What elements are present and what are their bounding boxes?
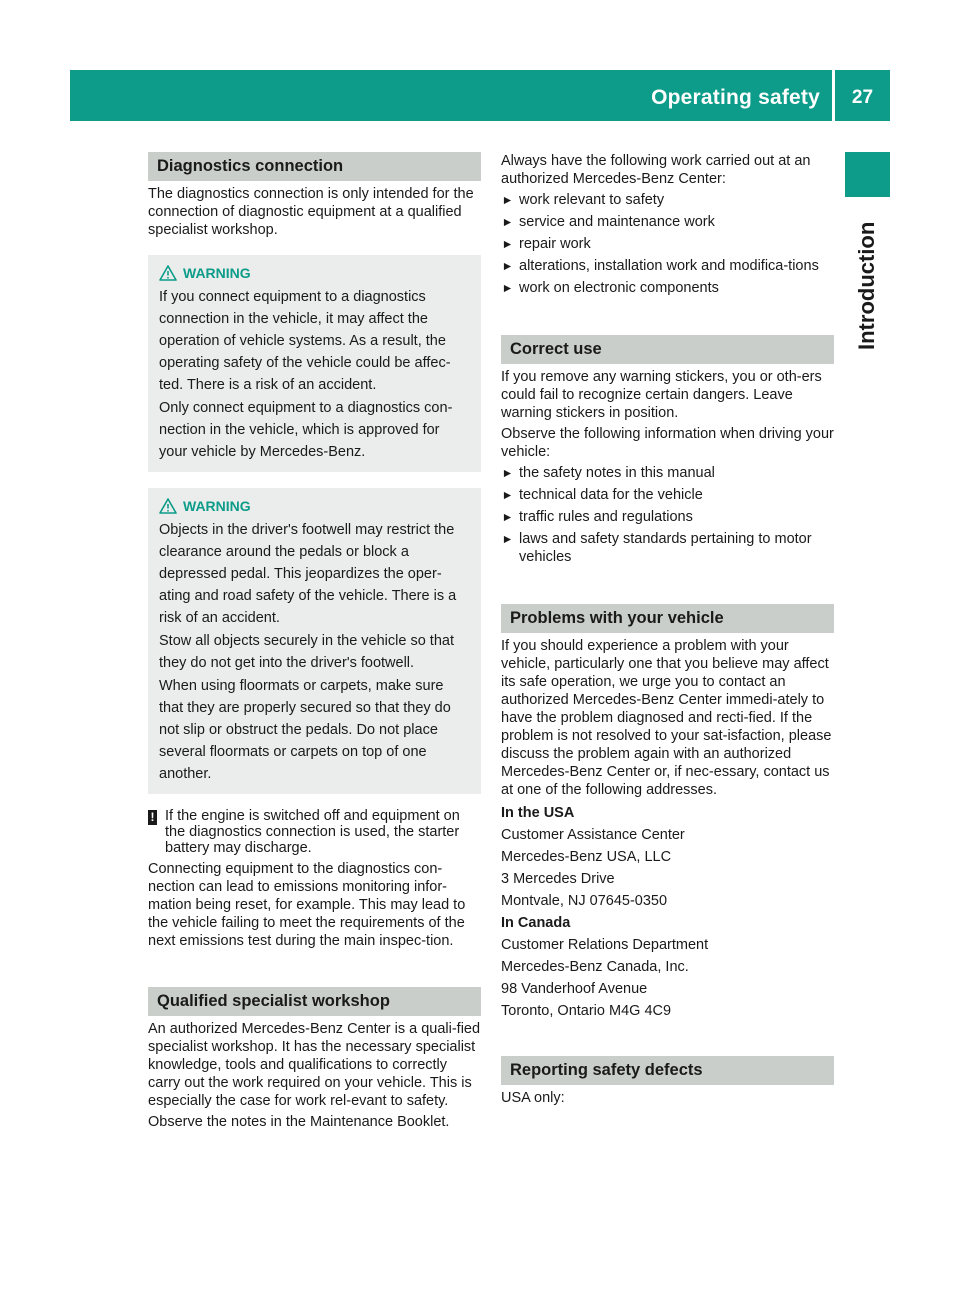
list-item-text: work relevant to safety [519, 192, 665, 208]
left-column [148, 152, 481, 1134]
warning-label: WARNING [183, 498, 251, 514]
qualified-paragraph: Observe the notes in the Maintenance Booklet. [148, 1114, 450, 1130]
section-heading-diagnostics: Diagnostics connection [148, 152, 481, 181]
diagnostics-intro: The diagnostics connection is only intended for the connection of diagnostic equipment at a qualified specialist workshop. [148, 186, 474, 238]
warning-text: If you connect equipment to a diagnostics connection in the vehicle, it may affect the operation of vehicle systems. As a result, the operating safety of the vehicle could be affec-ted. There is a risk of an accident. [159, 289, 451, 393]
section-tab-label [854, 221, 884, 350]
address-line: Customer Assistance Center [501, 827, 685, 843]
section-tab-marker [845, 152, 890, 197]
list-item [501, 279, 834, 297]
spacer [501, 570, 834, 604]
address-region-label: In the USA [501, 805, 575, 821]
list-item [501, 464, 834, 482]
list-item [501, 486, 834, 504]
address-line: Toronto, Ontario M4G 4C9 [501, 1003, 672, 1019]
list-item [501, 530, 834, 566]
bullet-icon [503, 240, 512, 249]
list-item [501, 235, 834, 253]
address-line: 3 Mercedes Drive [501, 871, 615, 887]
list-item [501, 508, 834, 526]
notice-text: If the engine is switched off and equipment on the diagnostics connection is used, the starter battery may discharge. [165, 808, 460, 856]
bullet-icon [503, 262, 512, 271]
list-item-text: laws and safety standards pertaining to motor vehicles [519, 531, 812, 565]
correct-use-list [501, 464, 834, 566]
emissions-paragraph: Connecting equipment to the diagnostics con-nection can lead to emissions monitoring infor-mation being reset, for example. This may lead to the vehicle failing to meet the requirements of the next emissions test during the main inspec-tion. [148, 861, 466, 949]
warning-box-diagnostics [148, 255, 481, 472]
warning-triangle-icon [159, 265, 177, 281]
address-line: Mercedes-Benz USA, LLC [501, 849, 672, 865]
work-intro: Always have the following work carried out at an authorized Mercedes-Benz Center: [501, 153, 811, 187]
warning-box-footwell [148, 488, 481, 794]
bullet-icon [503, 469, 512, 478]
address-line: 98 Vanderhoof Avenue [501, 981, 648, 997]
work-list [501, 191, 834, 297]
list-item [501, 257, 834, 275]
address-usa [501, 802, 834, 912]
warning-title [159, 262, 471, 284]
notice-exclamation-icon: ! [148, 810, 157, 825]
spacer [501, 1022, 834, 1056]
bullet-icon [503, 535, 512, 544]
list-item-text: traffic rules and regulations [519, 509, 693, 525]
reporting-paragraph: USA only: [501, 1090, 565, 1106]
correct-use-paragraph: Observe the following information when driving your vehicle: [501, 426, 834, 460]
warning-label: WARNING [183, 265, 251, 281]
bullet-icon [503, 491, 512, 500]
list-item-text: service and maintenance work [519, 214, 715, 230]
bullet-icon [503, 513, 512, 522]
bullet-icon [503, 196, 512, 205]
address-line: Mercedes-Benz Canada, Inc. [501, 959, 689, 975]
list-item-text: work on electronic components [519, 280, 719, 296]
bullet-icon [503, 218, 512, 227]
correct-use-paragraph: If you remove any warning stickers, you or oth-ers could fail to recognize certain dangers. Leave warning stickers in position. [501, 369, 822, 421]
address-line: Customer Relations Department [501, 937, 709, 953]
section-heading-reporting: Reporting safety defects [501, 1056, 834, 1085]
address-line: Montvale, NJ 07645-0350 [501, 893, 668, 909]
spacer [148, 953, 481, 987]
section-heading-correct-use: Correct use [501, 335, 834, 364]
notice-battery [148, 808, 481, 856]
warning-title [159, 495, 471, 517]
list-item [501, 213, 834, 231]
address-canada [501, 912, 834, 1022]
spacer [501, 301, 834, 335]
address-region-label: In Canada [501, 915, 571, 931]
section-heading-qualified: Qualified specialist workshop [148, 987, 481, 1016]
page-number: 27 [851, 87, 874, 108]
right-column [501, 152, 834, 1110]
list-item-text: repair work [519, 236, 591, 252]
section-heading-problems: Problems with your vehicle [501, 604, 834, 633]
page-title: Operating safety [651, 86, 820, 109]
problems-paragraph: If you should experience a problem with your vehicle, particularly one that you believe may affect its safe operation, we urge you to contact an authorized Mercedes-Benz Center immedi-ately to have the problem diagnosed and recti-fied. If the problem is not resolved to your sat-isfaction, please discuss the problem again with an authorized Mercedes-Benz Center or, if nec-essary, contact us at one of the following addresses. [501, 638, 832, 798]
section-tab-label-text: Introduction [854, 221, 879, 350]
warning-text: Stow all objects securely in the vehicle so that they do not get into the driver's footwell. [159, 633, 454, 671]
list-item-text: the safety notes in this manual [519, 465, 715, 481]
qualified-paragraph: An authorized Mercedes-Benz Center is a quali-fied specialist workshop. It has the necessary specialist knowledge, tools and qualifications to correctly carry out the work required on your vehicle. This is especially the case for work rel-evant to safety. [148, 1021, 481, 1109]
list-item [501, 191, 834, 209]
list-item-text: alterations, installation work and modifica-tions [519, 258, 819, 274]
bullet-icon [503, 284, 512, 293]
warning-text: Objects in the driver's footwell may restrict the clearance around the pedals or block a depressed pedal. This jeopardizes the oper-ating and road safety of the vehicle. There is a risk of an accident. [159, 522, 457, 626]
warning-triangle-icon [159, 498, 177, 514]
warning-text: When using floormats or carpets, make sure that they are properly secured so that they do not slip or obstruct the pedals. Do not place several floormats or carpets on top of one another. [159, 678, 451, 782]
warning-text: Only connect equipment to a diagnostics con-nection in the vehicle, which is approved for your vehicle by Mercedes-Benz. [159, 400, 453, 460]
page-header [70, 70, 890, 121]
list-item-text: technical data for the vehicle [519, 487, 703, 503]
